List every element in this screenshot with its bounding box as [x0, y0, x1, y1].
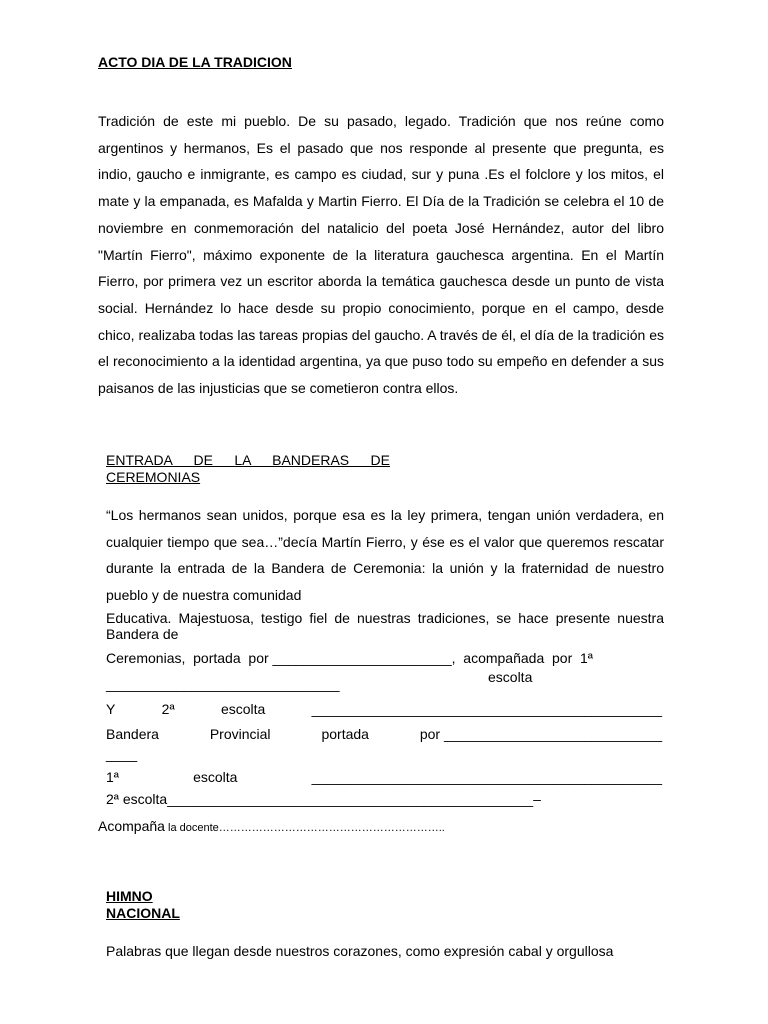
segunda-label: 2ª [161, 701, 175, 717]
escolta-label: escolta [488, 669, 533, 685]
docente-label: la docente…………………………………………………….. [164, 822, 445, 834]
himno-paragraph: Palabras que llegan desde nuestros corazones, como expresión cabal y orgullosa [106, 943, 614, 959]
intro-paragraph: Tradición de este mi pueblo. De su pasado, legado. Tradición que nos reúne como argentinos y hermanos, Es el pasado que nos responde al presente que pregunta, es indio, gaucho e inmigrante, es campo es ciudad, sur y puna .Es el folclore y los mitos, el mate y la empanada, es Mafalda y Martin Fierro. El Día de la Tradición se celebra el 10 de noviembre en conmemoración del natalicio del poeta José Hernández, autor del libro "Martín Fierro", máximo exponente de la literatura gauchesca argentina. En el Martín Fierro, por primera vez un escritor aborda la temática gauchesca desde un punto de vista social. Hernández lo hace desde su propio conocimiento, porque en el campo, desde chico, realizaba todas las tareas propias del gaucho. A través de él, el día de la tradición es el reconocimiento a la identidad argentina, ya que puso todo su empeño en defender a sus paisanos de las injusticias que se cometieron contra ellos. [98, 113, 664, 397]
himno-heading-line2: NACIONAL [106, 905, 180, 921]
segunda-escolta-line: 2ª escolta_______________________________________________– [106, 791, 541, 807]
bandera-label: Bandera [106, 726, 159, 742]
y-label: Y [106, 701, 116, 717]
short-blank: ____ [106, 746, 138, 762]
bandera-provincial-row [106, 726, 662, 742]
provincial-label: Provincial [209, 726, 271, 742]
primera-label: 1ª [106, 769, 119, 785]
document-title: ACTO DIA DE LA TRADICION [98, 54, 292, 70]
portada-label: portada [321, 726, 369, 742]
quote-paragraph: “Los hermanos sean unidos, porque esa es la ley primera, tengan unión verdadera, en cualquier tiempo que sea…”decía Martín Fierro, y ése es el valor que queremos rescatar durante la entrada de la Bandera de Ceremonia: la unión y la fraternidad de nuestro pueblo y de nuestra comunidad [106, 507, 664, 604]
himno-heading-line1: HIMNO [106, 888, 153, 904]
ceremonias-line: Ceremonias, portada por _______________________, acompañada por 1ª [106, 650, 593, 666]
acompana-line [98, 818, 445, 834]
ceremonias-blank: ______________________________ [106, 676, 340, 692]
segunda-escolta-row [106, 701, 662, 717]
section-heading-banderas: ENTRADA DE LA BANDERAS DE CEREMONIAS [106, 452, 390, 485]
y-blank: _____________________________________________ [311, 701, 662, 717]
escolta-label-2: escolta [220, 701, 266, 717]
section-heading-himno [106, 888, 180, 922]
acompana-label: Acompaña [98, 818, 165, 834]
por-blank: por ____________________________ [419, 726, 662, 742]
educativa-paragraph: Educativa. Majestuosa, testigo fiel de nuestras tradiciones, se hace presente nuestra Bandera de [106, 610, 664, 642]
primera-blank: _____________________________________________ [311, 769, 662, 785]
primera-escolta-row [106, 769, 662, 785]
escolta-label-3: escolta [193, 769, 238, 785]
